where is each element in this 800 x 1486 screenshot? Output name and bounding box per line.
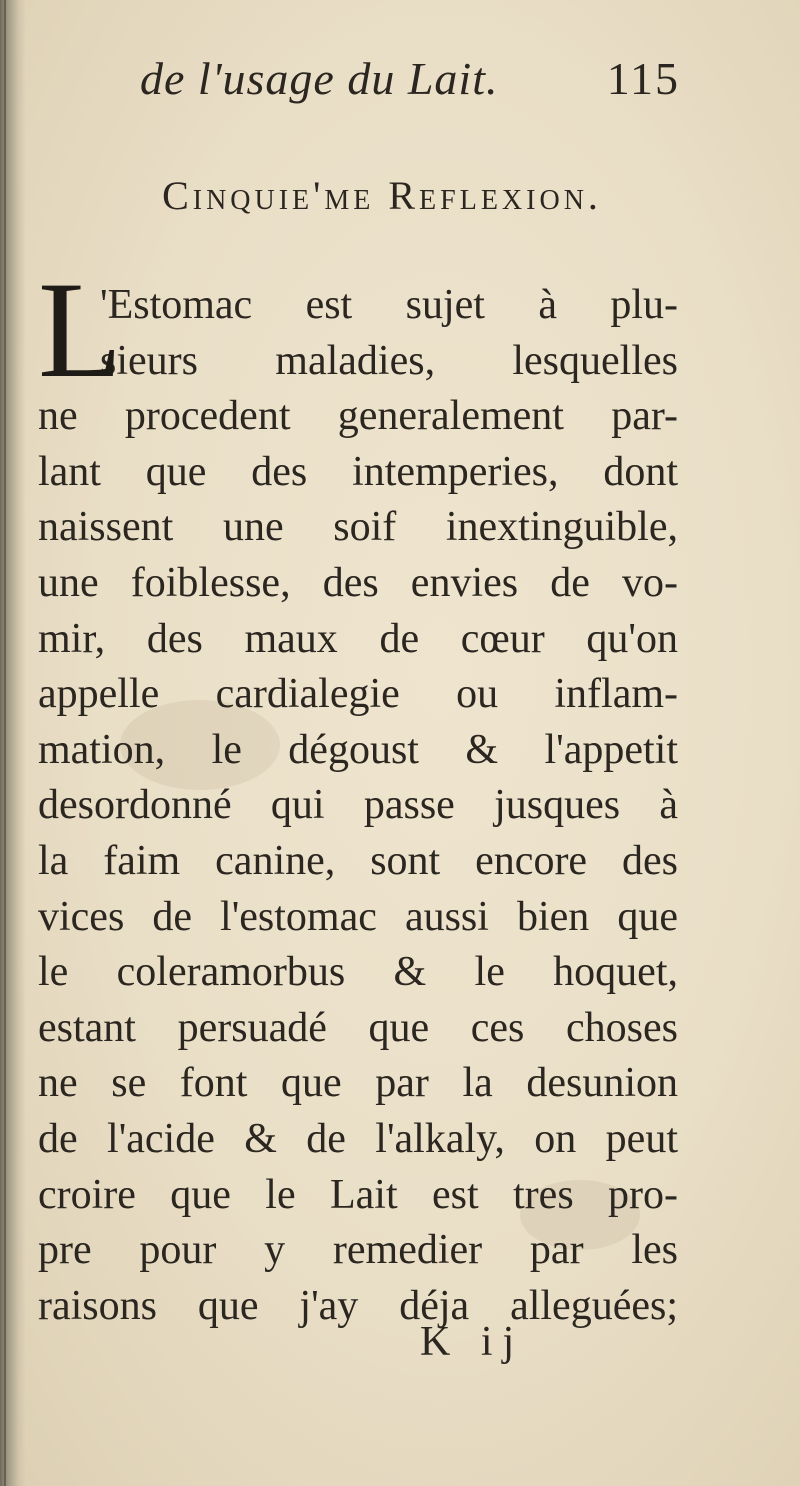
page-header (140, 52, 680, 112)
running-title: de l'usage du Lait. (140, 53, 499, 104)
text-line: la faim canine, sont encore des (38, 837, 678, 884)
text-line: naissent une soif inextinguible, (38, 504, 678, 551)
text-line: pre pour y remedier par les (38, 1227, 678, 1274)
section-heading: Cinquie'me Reflexion. (162, 173, 602, 218)
drop-cap-letter: L (38, 253, 123, 406)
text-line: desordonné qui passe jusques à (38, 782, 678, 829)
text-line: vices de l'estomac aussi bien que (38, 893, 678, 940)
text-line: le coleramorbus & le hoquet, (38, 949, 678, 996)
text-line: raisons que j'ay déja alleguées; (38, 1282, 678, 1329)
text-line: estant persuadé que ces choses (38, 1004, 678, 1051)
text-line: mir, des maux de cœur qu'on (38, 615, 678, 662)
text-line: croire que le Lait est tres pro- (38, 1171, 678, 1218)
text-line: appelle cardialegie ou inflam- (38, 671, 678, 718)
text-line: lant que des intemperies, dont (38, 448, 678, 495)
text-line: mation, le dégoust & l'appetit (38, 726, 678, 773)
text-line: sieurs maladies, lesquelles (100, 337, 678, 384)
page-number: 115 (606, 53, 680, 104)
signature-mark: K ij (420, 1319, 525, 1365)
text-line: 'Estomac est sujet à plu- (100, 282, 678, 328)
body-paragraph (38, 253, 678, 1338)
text-line: une foiblesse, des envies de vo- (38, 559, 678, 606)
binding-shadow-line (4, 0, 6, 1486)
text-line: ne se font que par la desunion (38, 1060, 678, 1107)
text-line: ne procedent generalement par- (38, 393, 678, 440)
text-line: de l'acide & de l'alkaly, on peut (38, 1115, 678, 1162)
